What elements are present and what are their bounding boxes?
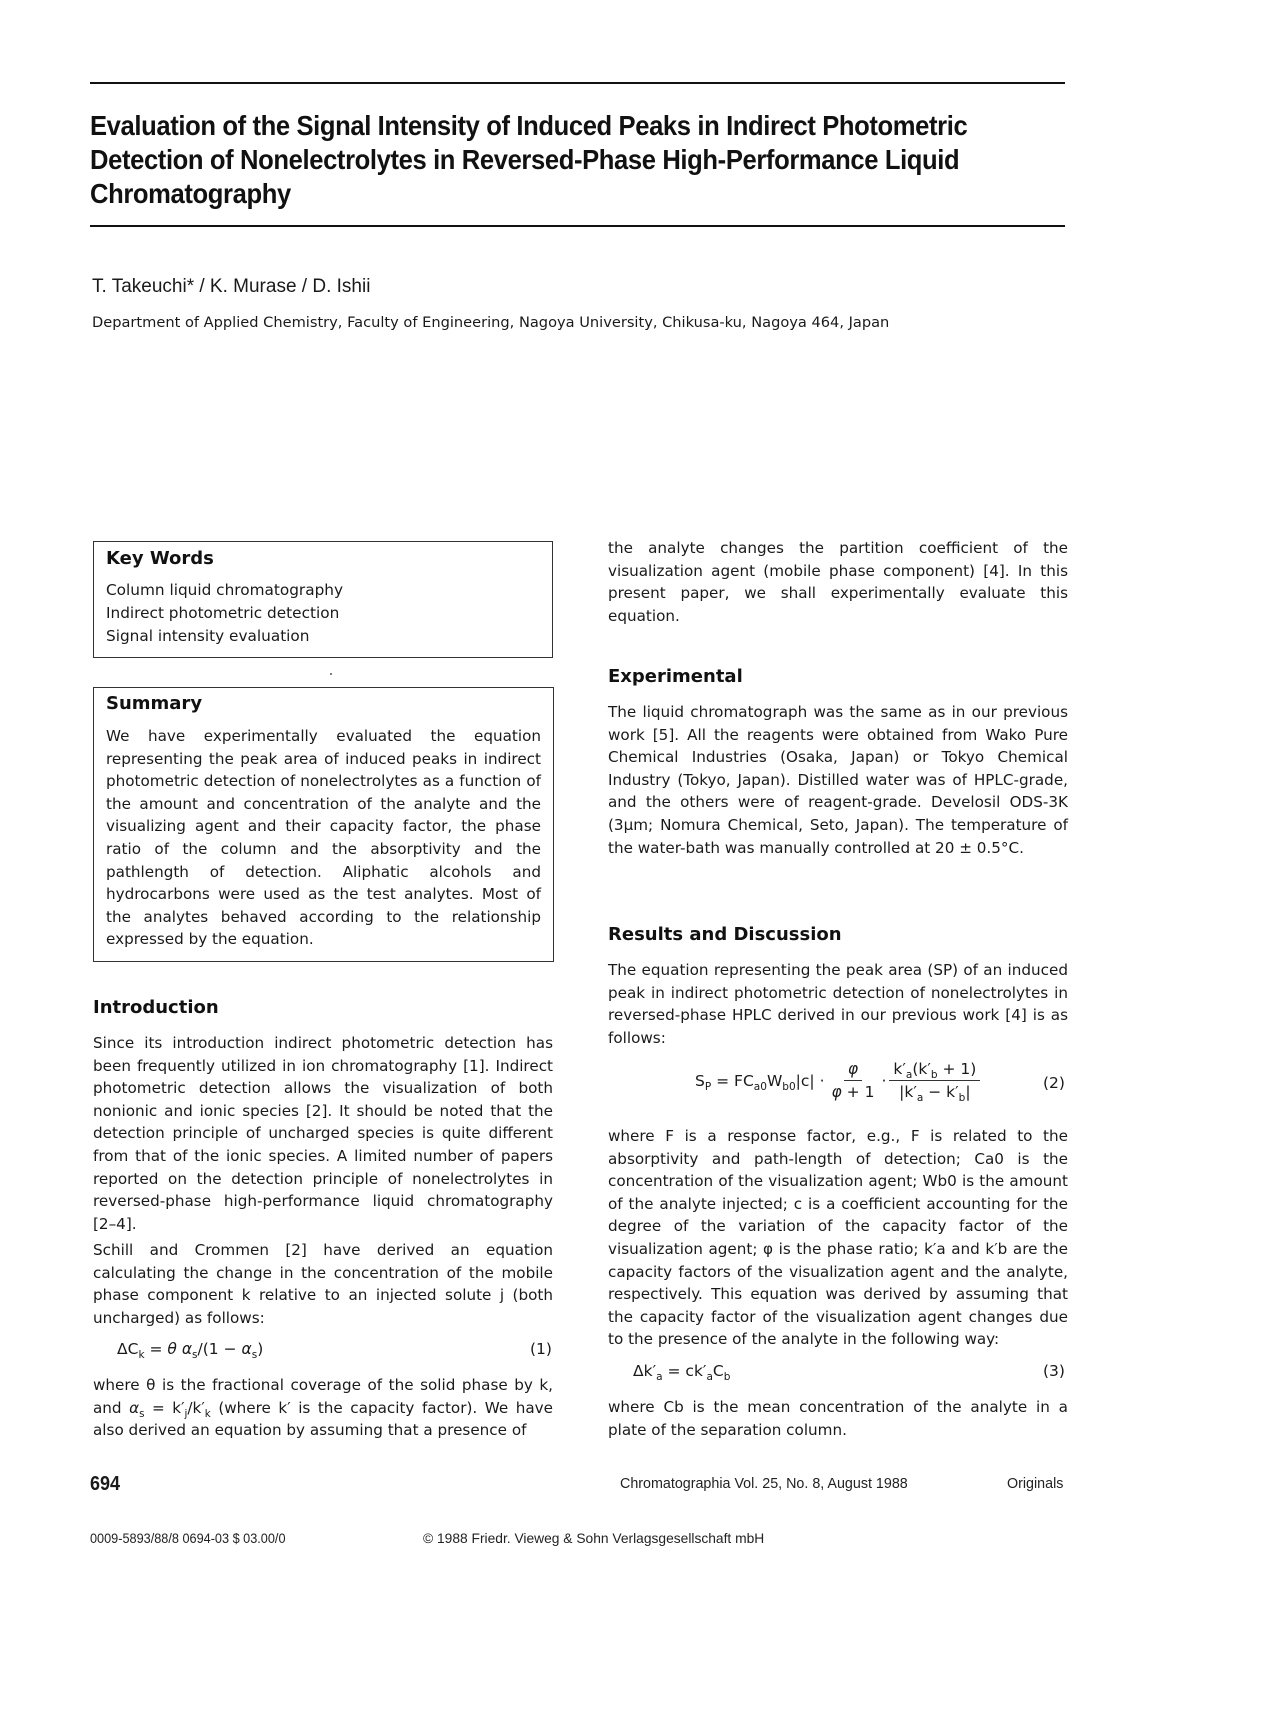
issn-line: 0009-5893/88/8 0694-03 $ 03.00/0 [90, 1531, 286, 1546]
summary-box [93, 687, 554, 962]
paragraph-3-part-a: where θ is the fractional coverage of the solid phase by k, and [93, 1376, 553, 1417]
equation-3-number: (3) [1043, 1362, 1065, 1380]
capacity-factor-fraction: $\frac{k'_a(k'_b + 1)}{|k'_a - k'_b|}$ [889, 1060, 980, 1101]
authors: T. Takeuchi* / K. Murase / D. Ishii [92, 276, 371, 297]
phase-ratio-fraction: $\frac{\varphi}{\varphi + 1}$ [831, 1060, 875, 1101]
keyword-item: Column liquid chromatography [106, 581, 344, 599]
equation-1-number: (1) [530, 1340, 552, 1358]
title-bottom-rule [90, 225, 1065, 227]
copyright-line: © 1988 Friedr. Vieweg & Sohn Verlagsgesellschaft mbH [423, 1531, 765, 1546]
summary-text: We have experimentally evaluated the equation representing the peak area of induced peaks in indirect photometric detection of nonelectrolytes as a function of the amount and concentration of the analyte and the visualizing agent and their capacity factor, the phase ratio of the column and the absorptivity and the pathlength of detection. Aliphatic alcohols and hydrocarbons were used as the test analytes. Most of the analytes behaved according to the relationship expressed by the equation. [106, 727, 541, 949]
keywords-box [93, 541, 553, 658]
summary-heading: Summary [106, 693, 203, 714]
alpha-definition: $\alpha_s = k'_j/k'_k$ [129, 1398, 211, 1420]
introduction-paragraph-1: Since its introduction indirect photometric detection has been frequently utilized in ion chromatography [1]. Indirect photometric detection allows the visualization of both nonionic and ionic species [2]. It should be noted that the detection principle of uncharged species is quite different from that of the ionic species. A limited number of papers reported on the detection principle of nonelectrolytes in reversed-phase high-performance liquid chromatography [2–4]. [93, 1034, 553, 1233]
introduction-paragraph-3 [93, 1374, 553, 1442]
results-paragraph-3: where Cb is the mean concentration of the analyte in a plate of the separation column. [608, 1398, 1068, 1439]
introduction-heading: Introduction [93, 997, 219, 1018]
introduction-paragraph-2: Schill and Crommen [2] have derived an equation calculating the change in the concentration of the mobile phase component k relative to an injected solute j (both uncharged) as follows: [93, 1241, 553, 1327]
equation-2: $S_P = FC_{a0}W_{b0}|c|$ · $\frac{\varphi}{\varphi + 1}$ · $\frac{k'_a(k'_b + 1)}{|k'_a - k'_b|}$ [695, 1060, 983, 1101]
keywords-heading: Key Words [106, 548, 214, 569]
stray-mark [330, 673, 332, 675]
experimental-heading: Experimental [608, 666, 743, 687]
affiliation: Department of Applied Chemistry, Faculty of Engineering, Nagoya University, Chikusa-ku, Nagoya 464, Japan [92, 314, 890, 331]
keywords-list [106, 579, 540, 648]
results-paragraph-1: The equation representing the peak area (SP) of an induced peak in indirect photometric detection of nonelectrolytes in reversed-phase HPLC derived in our previous work [4] is as follows: [608, 961, 1068, 1047]
equation-2-number: (2) [1043, 1074, 1065, 1092]
journal-citation: Chromatographia Vol. 25, No. 8, August 1988 [620, 1476, 908, 1492]
results-paragraph-2: where F is a response factor, e.g., F is related to the absorptivity and path-length of detection; Ca0 is the concentration of the visualization agent; Wb0 is the amount of the analyte injected; c is a coefficient accounting for the degree of the variation of the capacity factor of the visualization agent; φ is the phase ratio; k′a and k′b are the capacity factors of the visualization agent and the analyte, respectively. This equation was derived by assuming that the capacity factor of the visualization agent changes due to the presence of the analyte in the following way: [608, 1127, 1068, 1349]
introduction-continued: the analyte changes the partition coefficient of the visualization agent (mobile phase component) [4]. In this present paper, we shall experimentally evaluate this equation. [608, 539, 1068, 625]
equation-1: $\Delta C_k = \theta$ $\alpha_s/(1 - \alpha_s)$ [117, 1340, 264, 1362]
results-heading: Results and Discussion [608, 924, 842, 945]
keyword-item: Signal intensity evaluation [106, 627, 310, 645]
experimental-text: The liquid chromatograph was the same as in our previous work [5]. All the reagents were obtained from Wako Pure Chemical Industries (Osaka, Japan) or Tokyo Chemical Industry (Tokyo, Japan). Distilled water was of HPLC-grade, and the others were of reagent-grade. Develosil ODS-3K (3μm; Nomura Chemical, Seto, Japan). The temperature of the water-bath was manually controlled at 20 ± 0.5°C. [608, 703, 1068, 857]
paragraph-3-part-b: (where k′ is the capacity factor). We have also derived an equation by assuming that a presence of [93, 1398, 553, 1440]
equation-3: $\Delta k'_a = ck'_aC_b$ [633, 1362, 731, 1384]
page-number: 694 [90, 1473, 121, 1495]
keyword-item: Indirect photometric detection [106, 604, 340, 622]
section-label: Originals [1007, 1476, 1064, 1492]
paper-title: Evaluation of the Signal Intensity of Induced Peaks in Indirect Photometric Detection of Nonelectrolytes in Reversed-Phase High-Performance Liquid Chromatography [90, 110, 968, 209]
top-rule [90, 82, 1065, 84]
